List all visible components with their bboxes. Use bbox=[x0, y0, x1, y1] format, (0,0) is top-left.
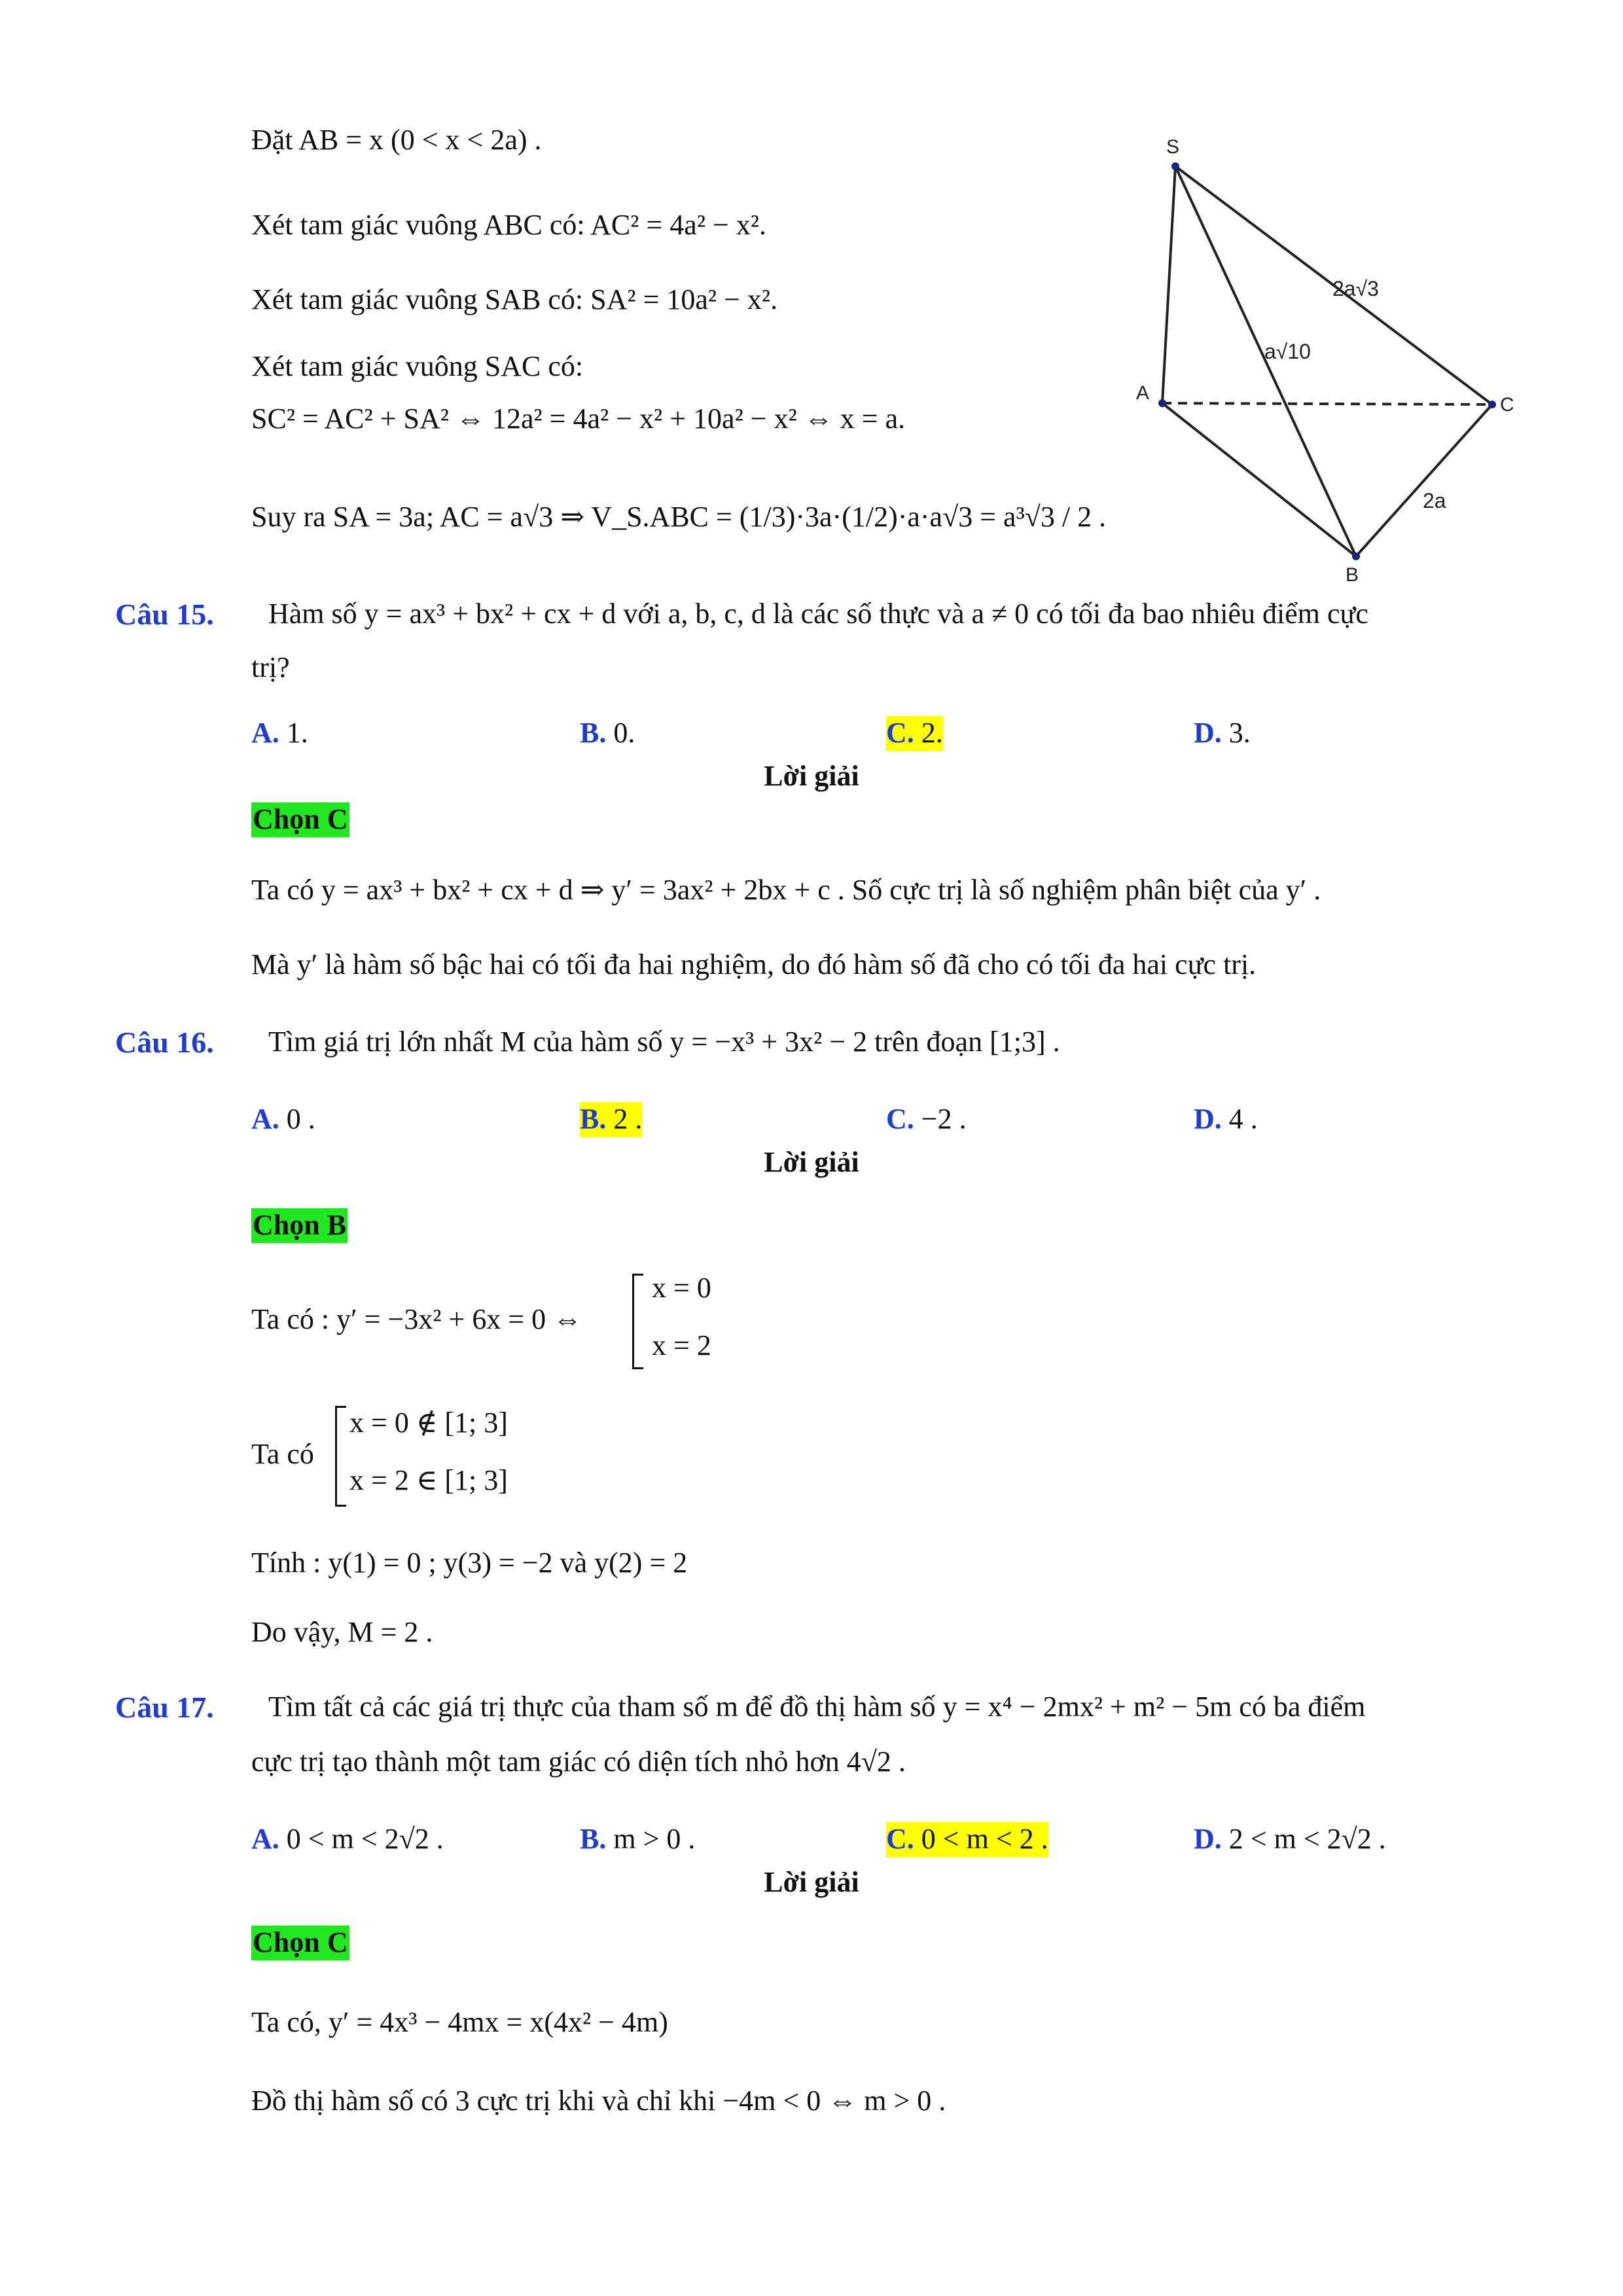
q16-sol1-case1: x = 0 bbox=[652, 1272, 711, 1304]
intro-suyra: Suy ra SA = 3a; AC = a√3 ⇒ V_S.ABC = (1/3)·3a·(1/2)·a·a√3 = a³√3 / 2 . bbox=[251, 501, 1107, 533]
q16-sol2-case1: x = 0 ∉ [1; 3] bbox=[349, 1407, 508, 1439]
intro-abc: Xét tam giác vuông ABC có: AC² = 4a² − x². bbox=[251, 209, 767, 241]
q16-sol1-prefix: Ta có : y′ = −3x² + 6x = 0 ⇔ bbox=[251, 1303, 582, 1335]
option-value: 4 . bbox=[1228, 1103, 1258, 1135]
edge-ab bbox=[1162, 403, 1356, 556]
q17-option-d[interactable] bbox=[1194, 1822, 1386, 1857]
vertex-s bbox=[1171, 162, 1179, 170]
option-value: 3. bbox=[1228, 717, 1251, 749]
q17-option-b[interactable] bbox=[580, 1822, 695, 1857]
q16-sol2-case2: x = 2 ∈ [1; 3] bbox=[349, 1464, 508, 1496]
q17-text2: cực trị tạo thành một tam giác có diện tích nhỏ hơn 4√2 . bbox=[251, 1746, 906, 1778]
q16-sol4: Do vậy, M = 2 . bbox=[251, 1616, 433, 1648]
option-label: D. bbox=[1194, 1103, 1222, 1135]
q16-chon: Chọn B bbox=[251, 1208, 348, 1243]
q15-text2: trị? bbox=[251, 651, 290, 683]
option-label: C. bbox=[886, 1823, 914, 1855]
edge-ac-dashed bbox=[1162, 403, 1492, 404]
q15-sol1: Ta có y = ax³ + bx² + cx + d ⇒ y′ = 3ax² + 2bx + c . Số cực trị là số nghiệm phân biệt của y′ . bbox=[251, 874, 1321, 906]
option-value: 2. bbox=[921, 717, 943, 749]
option-value: 0 . bbox=[286, 1103, 315, 1135]
option-label: C. bbox=[886, 1103, 914, 1135]
q15-label: Câu 15. bbox=[115, 598, 214, 631]
q17-chon: Chọn C bbox=[251, 1926, 349, 1960]
pyramid-figure bbox=[1113, 131, 1544, 589]
intro-sac-head: Xét tam giác vuông SAC có: bbox=[251, 350, 584, 382]
q15-option-a[interactable] bbox=[251, 716, 308, 751]
option-label: C. bbox=[886, 717, 914, 749]
option-value: m > 0 . bbox=[613, 1823, 696, 1855]
q16-sol1-bracket bbox=[632, 1274, 643, 1369]
option-value: 0. bbox=[613, 717, 635, 749]
q16-sol2-bracket bbox=[335, 1406, 346, 1507]
vertex-a bbox=[1158, 399, 1166, 407]
option-label: A. bbox=[251, 1823, 279, 1855]
label-a: A bbox=[1136, 382, 1150, 404]
option-label: D. bbox=[1194, 1823, 1222, 1855]
option-label: D. bbox=[1194, 717, 1222, 749]
q17-loigiai: Lời giải bbox=[764, 1866, 859, 1898]
edge-sa bbox=[1162, 166, 1175, 403]
q17-sol1: Ta có, y′ = 4x³ − 4mx = x(4x² − 4m) bbox=[251, 2006, 668, 2038]
q16-option-a[interactable] bbox=[251, 1102, 315, 1137]
option-value: −2 . bbox=[921, 1103, 967, 1135]
option-value: 1. bbox=[286, 717, 308, 749]
option-label: B. bbox=[580, 717, 607, 749]
q16-text: Tìm giá trị lớn nhất M của hàm số y = −x³ + 3x² − 2 trên đoạn [1;3] . bbox=[268, 1026, 1060, 1058]
intro-dat: Đặt AB = x (0 < x < 2a) . bbox=[251, 124, 542, 156]
edge-label-sc: 2a√3 bbox=[1332, 277, 1379, 300]
option-value: 2 < m < 2√2 . bbox=[1228, 1823, 1386, 1855]
option-value: 2 . bbox=[613, 1103, 643, 1135]
q17-sol2: Đồ thị hàm số có 3 cực trị khi và chỉ khi −4m < 0 ⇔ m > 0 . bbox=[251, 2085, 946, 2117]
q17-text1: Tìm tất cả các giá trị thực của tham số m để đồ thị hàm số y = x⁴ − 2mx² + m² − 5m có ba điểm bbox=[268, 1691, 1366, 1723]
label-b: B bbox=[1346, 564, 1359, 586]
q15-chon: Chọn C bbox=[251, 802, 349, 837]
q15-loigiai: Lời giải bbox=[764, 760, 859, 792]
option-label: B. bbox=[580, 1823, 607, 1855]
q15-sol2: Mà y′ là hàm số bậc hai có tối đa hai nghiệm, do đó hàm số đã cho có tối đa hai cực trị. bbox=[251, 948, 1257, 980]
q16-option-d[interactable] bbox=[1194, 1102, 1258, 1137]
option-value: 0 < m < 2√2 . bbox=[286, 1823, 444, 1855]
q16-sol1-case2: x = 2 bbox=[652, 1329, 711, 1361]
option-value: 0 < m < 2 . bbox=[921, 1823, 1048, 1855]
label-c: C bbox=[1500, 394, 1514, 416]
option-label: A. bbox=[251, 1103, 279, 1135]
edge-label-bc: 2a bbox=[1423, 489, 1446, 512]
option-label: A. bbox=[251, 717, 279, 749]
vertex-b bbox=[1352, 552, 1360, 560]
q15-option-c[interactable] bbox=[886, 716, 943, 751]
q15-text1: Hàm số y = ax³ + bx² + cx + d với a, b, c, d là các số thực và a ≠ 0 có tối đa bao nhiêu điểm cực bbox=[268, 598, 1368, 630]
q16-loigiai: Lời giải bbox=[764, 1146, 859, 1178]
intro-sac-eq: SC² = AC² + SA² ⇔ 12a² = 4a² − x² + 10a² − x² ⇔ x = a. bbox=[251, 403, 906, 435]
q16-option-c[interactable] bbox=[886, 1102, 967, 1137]
q15-option-b[interactable] bbox=[580, 716, 635, 751]
q16-label: Câu 16. bbox=[115, 1026, 214, 1059]
q15-option-d[interactable] bbox=[1194, 716, 1251, 751]
vertex-c bbox=[1488, 401, 1496, 408]
q16-sol3: Tính : y(1) = 0 ; y(3) = −2 và y(2) = 2 bbox=[251, 1547, 688, 1579]
edge-bc bbox=[1356, 404, 1492, 556]
q17-option-c[interactable] bbox=[886, 1822, 1048, 1857]
option-label: B. bbox=[580, 1103, 607, 1135]
edge-label-sb: a√10 bbox=[1264, 340, 1311, 363]
q16-sol2-prefix: Ta có bbox=[251, 1438, 314, 1470]
label-s: S bbox=[1166, 136, 1180, 158]
q17-label: Câu 17. bbox=[115, 1691, 214, 1724]
q17-option-a[interactable] bbox=[251, 1822, 444, 1857]
q16-option-b[interactable] bbox=[580, 1102, 642, 1137]
intro-sab: Xét tam giác vuông SAB có: SA² = 10a² − x². bbox=[251, 283, 778, 315]
